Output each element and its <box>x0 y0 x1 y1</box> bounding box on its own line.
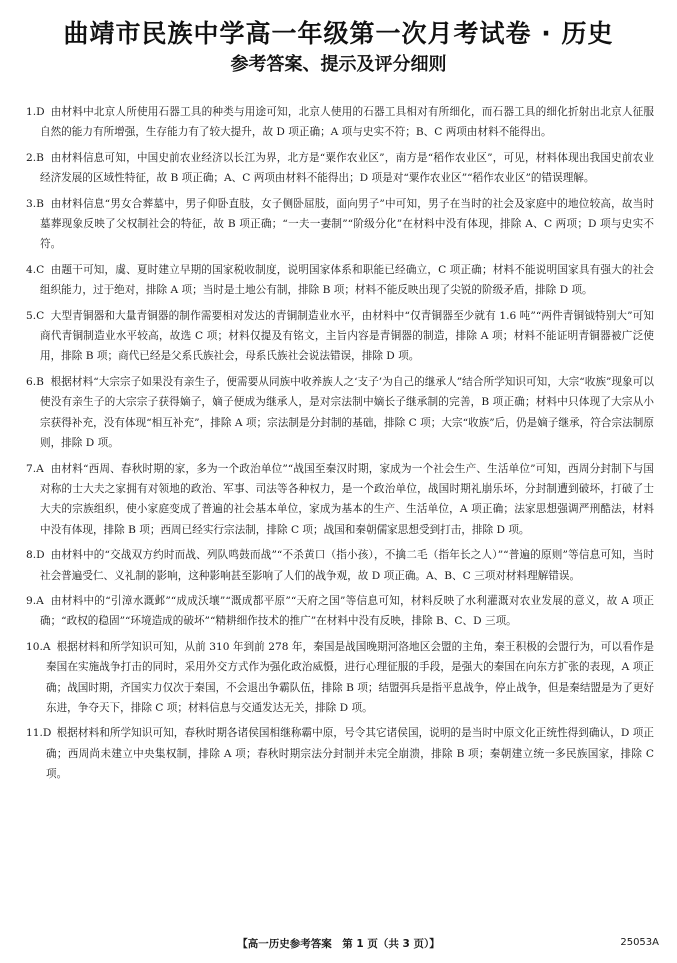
answer-item <box>26 591 654 632</box>
answer-item <box>26 545 654 586</box>
answer-explanation: 由题干可知，虞、夏时建立早期的国家税收制度，说明国家体系和职能已经确立，C 项正确；材料不能说明国家具有强大的社会组织能力，过于绝对，排除 A 项；当时是土地公有制，排除 B 项；材料不能反映出现了尖锐的阶级矛盾，排除 D 项。 <box>40 263 654 297</box>
answer-number: 1.D <box>26 106 45 118</box>
answer-item <box>26 102 654 143</box>
answer-number: 7.A <box>26 462 44 475</box>
answer-explanation: 由材料中的“交战双方约时而战、列队鸣鼓而战”“不杀黄口（指小孩），不擒二毛（指年长之人）”“普遍的原则”等信息可知，当时社会普遍受仁、义礼制的影响，这种影响甚至影响了人们的战争观，故 D 项正确。A、B、C 三项对材料理解错误。 <box>40 549 654 582</box>
answer-explanation: 根据材料和所学知识可知，从前 310 年到前 278 年，秦国是战国晚期河洛地区会盟的主角，秦王积极的会盟行为，可以看作是秦国在实施战争打击的同时，采用外交方式作为强化政治威慑，进行心理征服的手段，是强大的秦国在向东方扩张的表现，A 项正确；战国时期，齐国实力仅次于秦国，不会退出争霸队伍，排除 B 项；结盟弭兵是指平息战争，停止战争，但是秦结盟是为了更好东进，争夺天下，排除 C 项；材料信息与交通发达无关，排除 D 项。 <box>46 640 654 714</box>
answer-item <box>26 194 654 255</box>
answer-item <box>26 637 654 719</box>
answer-item <box>26 459 654 541</box>
answer-explanation: 由材料“西周、春秋时期的家，多为一个政治单位”“战国至秦汉时期，家成为一个社会生产、生活单位”可知，西周分封制下与国对称的士大夫之家拥有对领地的政治、军事、司法等各种权力，是一个政治单位，战国时期礼崩乐坏，分封制遭到破坏，打破了士大夫的宗族组织，使小家庭变成了普遍的社会基本单位，家成为基本的生产、生活单位，A 项正确；法家思想强调严刑酷法，材料中没有体现，排除 B 项；西周已经实行宗法制，排除 C 项；战国和秦朝儒家思想受到打击，排除 D 项。 <box>40 462 654 536</box>
answer-item <box>26 723 654 784</box>
answer-explanation: 由材料信息“男女合葬墓中，男子仰卧直肢，女子侧卧屈肢，面向男子”中可知，男子在当时的社会及家庭中的地位较高，故当时墓葬现象反映了父权制社会的特征，故 B 项正确；“一夫一妻制”“阶级分化”在材料中没有体现，排除 A、C 两项；D 项与史实不符。 <box>40 197 654 251</box>
footer-code: 25053A <box>620 937 659 948</box>
answer-item <box>26 306 654 367</box>
answer-list <box>26 102 654 790</box>
answer-number: 9.A <box>26 594 44 607</box>
answer-number: 11.D <box>26 727 52 740</box>
answer-item <box>26 148 654 189</box>
page-subtitle: 参考答案、提示及评分细则 <box>230 54 447 75</box>
answer-number: 4.C <box>26 263 45 276</box>
answer-item <box>26 372 654 454</box>
answer-explanation: 由材料中的“引漳水溉邺”“成成沃壤”“溉成都平原”“天府之国”等信息可知，材料反映了水利灌溉对农业发展的意义，故 A 项正确；“政权的稳固”“环境造成的破坏”“精耕细作技术的推广”在材料中没有反映，排除 B、C、D 三项。 <box>40 594 654 628</box>
answer-number: 5.C <box>26 309 45 322</box>
answer-explanation: 大型青铜器和大量青铜器的制作需要相对发达的青铜制造业水平，由材料中“仅青铜器至少就有 1.6 吨”“两件青铜钺特别大”可知商代青铜制造业水平较高，故选 C 项；材料仅提及有铭文，主旨内容是青铜器的制造，排除 A 项；材料不能证明青铜器被广泛使用，排除 B 项；商代已经是父系氏族社会，母系氏族社会说法错误，排除 D 项。 <box>40 309 654 363</box>
answer-explanation: 由材料信息可知，中国史前农业经济以长江为界，北方是“粟作农业区”，南方是“稻作农业区”，可见，材料体现出我国史前农业经济发展的区域性特征，故 B 项正确；A、C 两项由材料不能得出；D 项是对“粟作农业区”“稻作农业区”的错误理解。 <box>40 151 654 185</box>
page-title: 曲靖市民族中学高一年级第一次月考试卷 · 历史 <box>63 19 614 48</box>
answer-number: 6.B <box>26 375 44 388</box>
answer-number: 10.A <box>26 640 51 653</box>
answer-explanation: 根据材料“大宗宗子如果没有亲生子，便需要从同族中收养族人之‘支子’为自己的继承人”结合所学知识可知，大宗“收族”现象可以使没有亲生子的大宗宗子获得嫡子，嫡子便成为继承人，是对宗法制中嫡长子继承制的完善，B 项正确；材料中只体现了大宗从小宗获得补充，没有体现“相互补充”，排除 A 项；宗法制是分封制的基础，排除 C 项；大宗“收族”后，仍是嫡子继承，符合宗法制原则，排除 D 项。 <box>40 375 654 450</box>
answer-explanation: 由材料中北京人所使用石器工具的种类与用途可知，北京人使用的石器工具相对有所细化，而石器工具的细化折射出北京人征服自然的能力有所增强，生存能力有了较大提升，故 D 项正确；A 项与史实不符；B、C 两项由材料不能得出。 <box>40 106 654 139</box>
answer-item <box>26 260 654 301</box>
footer-page-label: 【高一历史参考答案 第 1 页（共 3 页）】 <box>237 938 440 950</box>
answer-number: 2.B <box>26 151 44 164</box>
answer-number: 3.B <box>26 197 44 210</box>
answer-number: 8.D <box>26 549 45 562</box>
answer-explanation: 根据材料和所学知识可知，春秋时期各诸侯国相继称霸中原，号令其它诸侯国，说明的是当时中原文化正统性得到确认，D 项正确；西周尚未建立中央集权制，排除 A 项；春秋时期宗法分封制并未完全崩溃，排除 B 项；秦朝建立统一多民族国家，排除 C 项。 <box>46 727 654 781</box>
